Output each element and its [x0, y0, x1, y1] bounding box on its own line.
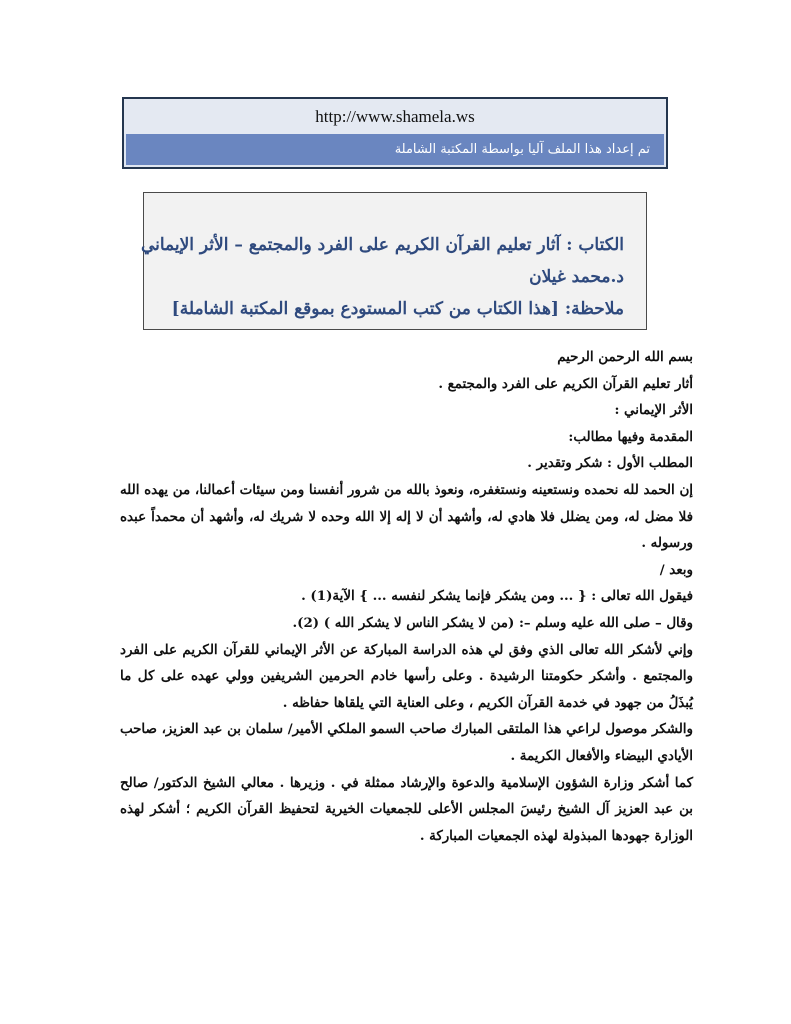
source-note-line: ملاحظة: [هذا الكتاب من كتب المستودع بموقع المكتبة الشاملة] [171, 299, 624, 319]
paragraph: كما أشكر وزارة الشؤون الإسلامية والدعوة والإرشاد ممثلة في . وزيرها . معالي الشيخ الدكتور/ صالح بن عبد العزيز آل الشيخ رئيسَ المجلس الأعلى للجمعيات الخيرية لتحفيظ القرآن الكريم ؛ أشكر لهذه الوزارة جهودها المبذولة لهذه الجمعيات المباركة . [120, 774, 693, 844]
book-title-line: الكتاب : آثار تعليم القرآن الكريم على الفرد والمجتمع – الأثر الإيماني [140, 235, 624, 255]
paragraph: وقال – صلى الله عليه وسلم –: (من لا يشكر الناس لا يشكر الله ) (2). [292, 614, 693, 631]
document-title: أثار تعليم القرآن الكريم على الفرد والمجتمع . [438, 375, 693, 392]
book-info-card [140, 192, 647, 330]
intro-heading: المقدمة وفيها مطالب: [568, 428, 693, 445]
first-topic-heading: المطلب الأول : شكر وتقدير . [527, 455, 693, 472]
basmala: بسم الله الرحمن الرحيم [557, 349, 693, 365]
auto-prepared-note: تم إعداد هذا الملف آليا بواسطة المكتبة الشاملة [126, 134, 664, 165]
paragraph: فيقول الله تعالى : { ... ومن يشكر فإنما يشكر لنفسه ... } الآية(1) . [301, 588, 693, 605]
paragraph: والشكر موصول لراعي هذا الملتقى المبارك صاحب السمو الملكي الأمير/ سلمان بن عبد العزيز، صاحب الأيادي البيضاء والأفعال الكريمة . [120, 721, 693, 764]
paragraph: إن الحمد لله نحمده ونستعينه ونستغفره، ونعوذ بالله من شرور أنفسنا ومن سيئات أعمالنا، من يهده الله فلا مضل له، ومن يضلل فلا هادي له، وأشهد أن لا إله إلا الله وحده لا شريك له، وأشهد أن محمداً عبده ورسوله . [120, 481, 693, 552]
author-line: د.محمد غيلان [529, 267, 624, 287]
shamela-banner [122, 97, 668, 169]
paragraph: وبعد / [659, 561, 693, 578]
paragraph: وإني لأشكر الله تعالى الذي وفق لي هذه الدراسة المباركة عن الأثر الإيماني للقرآن الكريم على الفرد والمجتمع . وأشكر حكومتنا الرشيدة . وعلى رأسها خادم الحرمين الشريفين وولي عهده على كل ما يُبذَلُ من جهود في خدمة القرآن الكريم ، وعلى العناية التي يلقاها حفاظه . [120, 641, 693, 711]
document-body [120, 344, 693, 849]
website-url[interactable]: http://www.shamela.ws [124, 99, 666, 134]
section-heading: الأثر الإيماني : [614, 402, 693, 419]
